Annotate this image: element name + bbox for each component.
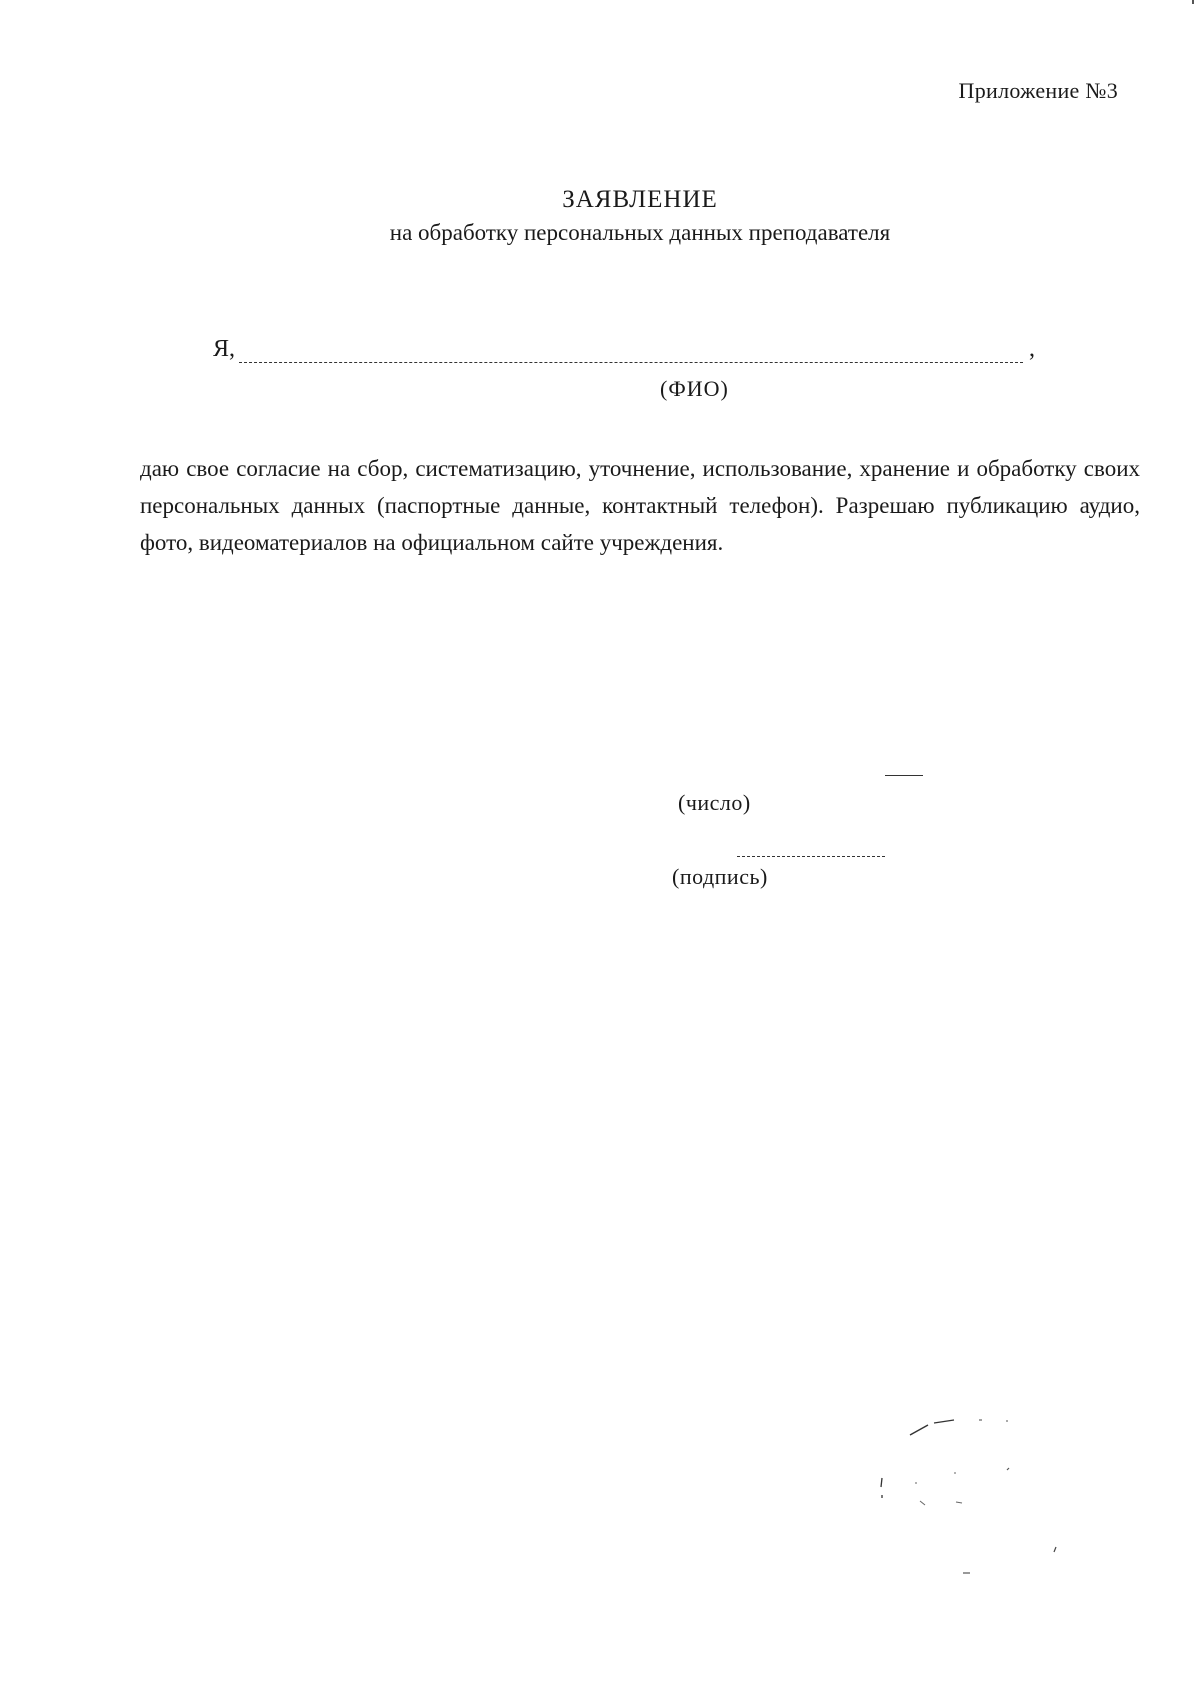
annex-number: Приложение №3 bbox=[958, 78, 1118, 103]
fio-prefix: Я, bbox=[213, 336, 236, 362]
scan-artifact bbox=[1192, 0, 1194, 4]
fio-line bbox=[213, 336, 1035, 363]
fio-caption: (ФИО) bbox=[660, 376, 729, 401]
document-title: ЗАЯВЛЕНИЕ bbox=[562, 186, 718, 213]
consent-text: даю свое согласие на сбор, систематизацию, уточнение, использование, хранение и обработку своих персональных данных (паспортные данные, контактный телефон). Разрешаю публикацию аудио, фото, видеоматериалов на официальном сайте учреждения. bbox=[140, 456, 1140, 555]
signature-caption: (подпись) bbox=[672, 864, 768, 889]
signature-blank-field[interactable] bbox=[737, 856, 885, 857]
fio-blank-field[interactable] bbox=[239, 338, 1023, 363]
date-caption: (число) bbox=[678, 790, 751, 815]
date-blank-field[interactable] bbox=[885, 775, 923, 776]
faint-stamp-marks bbox=[870, 1395, 1070, 1595]
document-subtitle: на обработку персональных данных преподавателя bbox=[389, 220, 891, 245]
fio-suffix: , bbox=[1029, 336, 1036, 362]
title-block bbox=[0, 186, 1200, 246]
